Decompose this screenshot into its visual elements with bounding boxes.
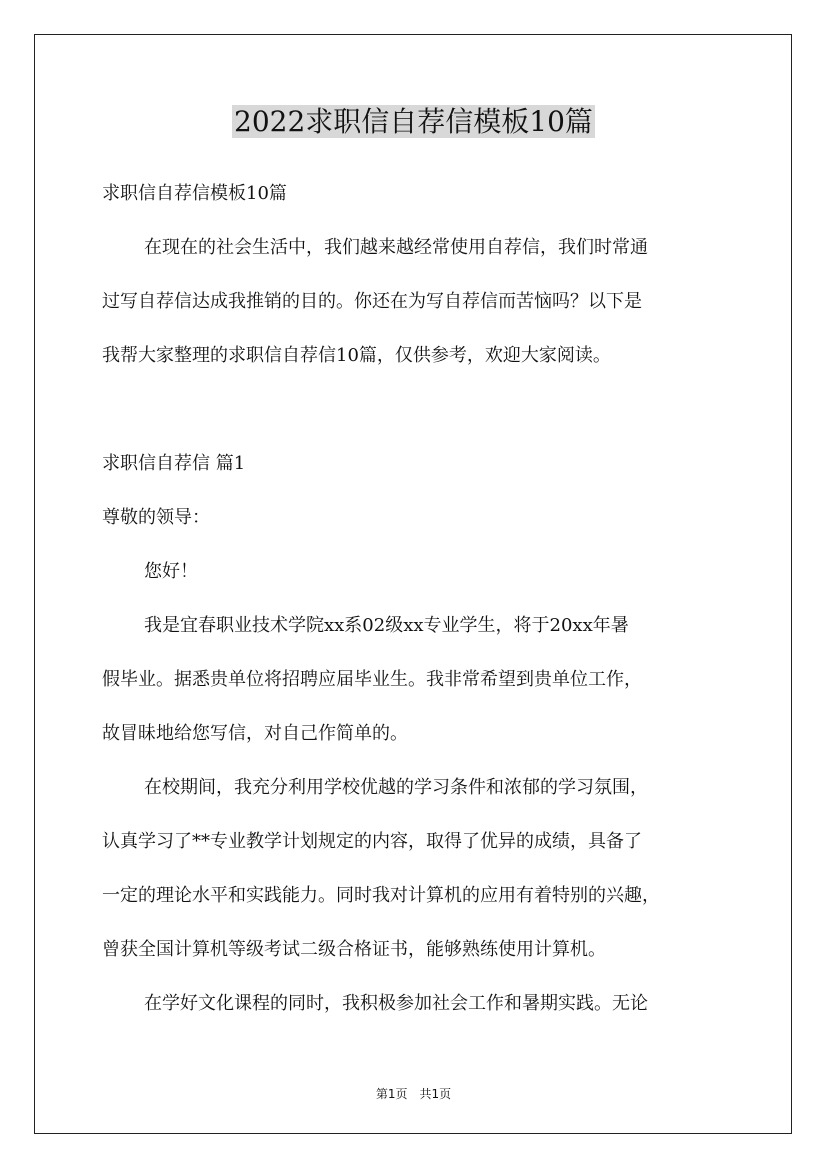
- paragraph2-line-1: 在校期间，我充分利用学校优越的学习条件和浓郁的学习氛围，: [144, 777, 648, 798]
- document-title-text: 2022求职信自荐信模板10篇: [234, 105, 593, 138]
- paragraph2-line-2: 认真学习了**专业教学计划规定的内容，取得了优异的成绩，具备了: [102, 831, 642, 852]
- section-heading: 求职信自荐信 篇1: [102, 453, 246, 474]
- intro-line-3: 我帮大家整理的求职信自荐信10篇，仅供参考，欢迎大家阅读。: [102, 345, 611, 366]
- paragraph2-line-3: 一定的理论水平和实践能力。同时我对计算机的应用有着特别的兴趣，: [102, 885, 660, 906]
- intro-line-1: 在现在的社会生活中，我们越来越经常使用自荐信，我们时常通: [144, 237, 648, 258]
- intro-line-2: 过写自荐信达成我推销的目的。你还在为写自荐信而苦恼吗？以下是: [102, 291, 642, 312]
- paragraph3-line-1: 在学好文化课程的同时，我积极参加社会工作和暑期实践。无论: [144, 993, 648, 1014]
- paragraph1-line-2: 假毕业。据悉贵单位将招聘应届毕业生。我非常希望到贵单位工作，: [102, 669, 642, 690]
- paragraph1-line-3: 故冒昧地给您写信，对自己作简单的。: [102, 723, 408, 744]
- document-title: [0, 104, 827, 140]
- greeting: 您好！: [144, 561, 198, 582]
- document-subtitle: 求职信自荐信模板10篇: [102, 183, 287, 204]
- salutation: 尊敬的领导：: [102, 507, 210, 528]
- paragraph2-line-4: 曾获全国计算机等级考试二级合格证书，能够熟练使用计算机。: [102, 939, 606, 960]
- paragraph1-line-1: 我是宜春职业技术学院xx系02级xx专业学生，将于20xx年暑: [144, 615, 629, 636]
- page-footer: 第1页 共1页: [375, 1087, 452, 1101]
